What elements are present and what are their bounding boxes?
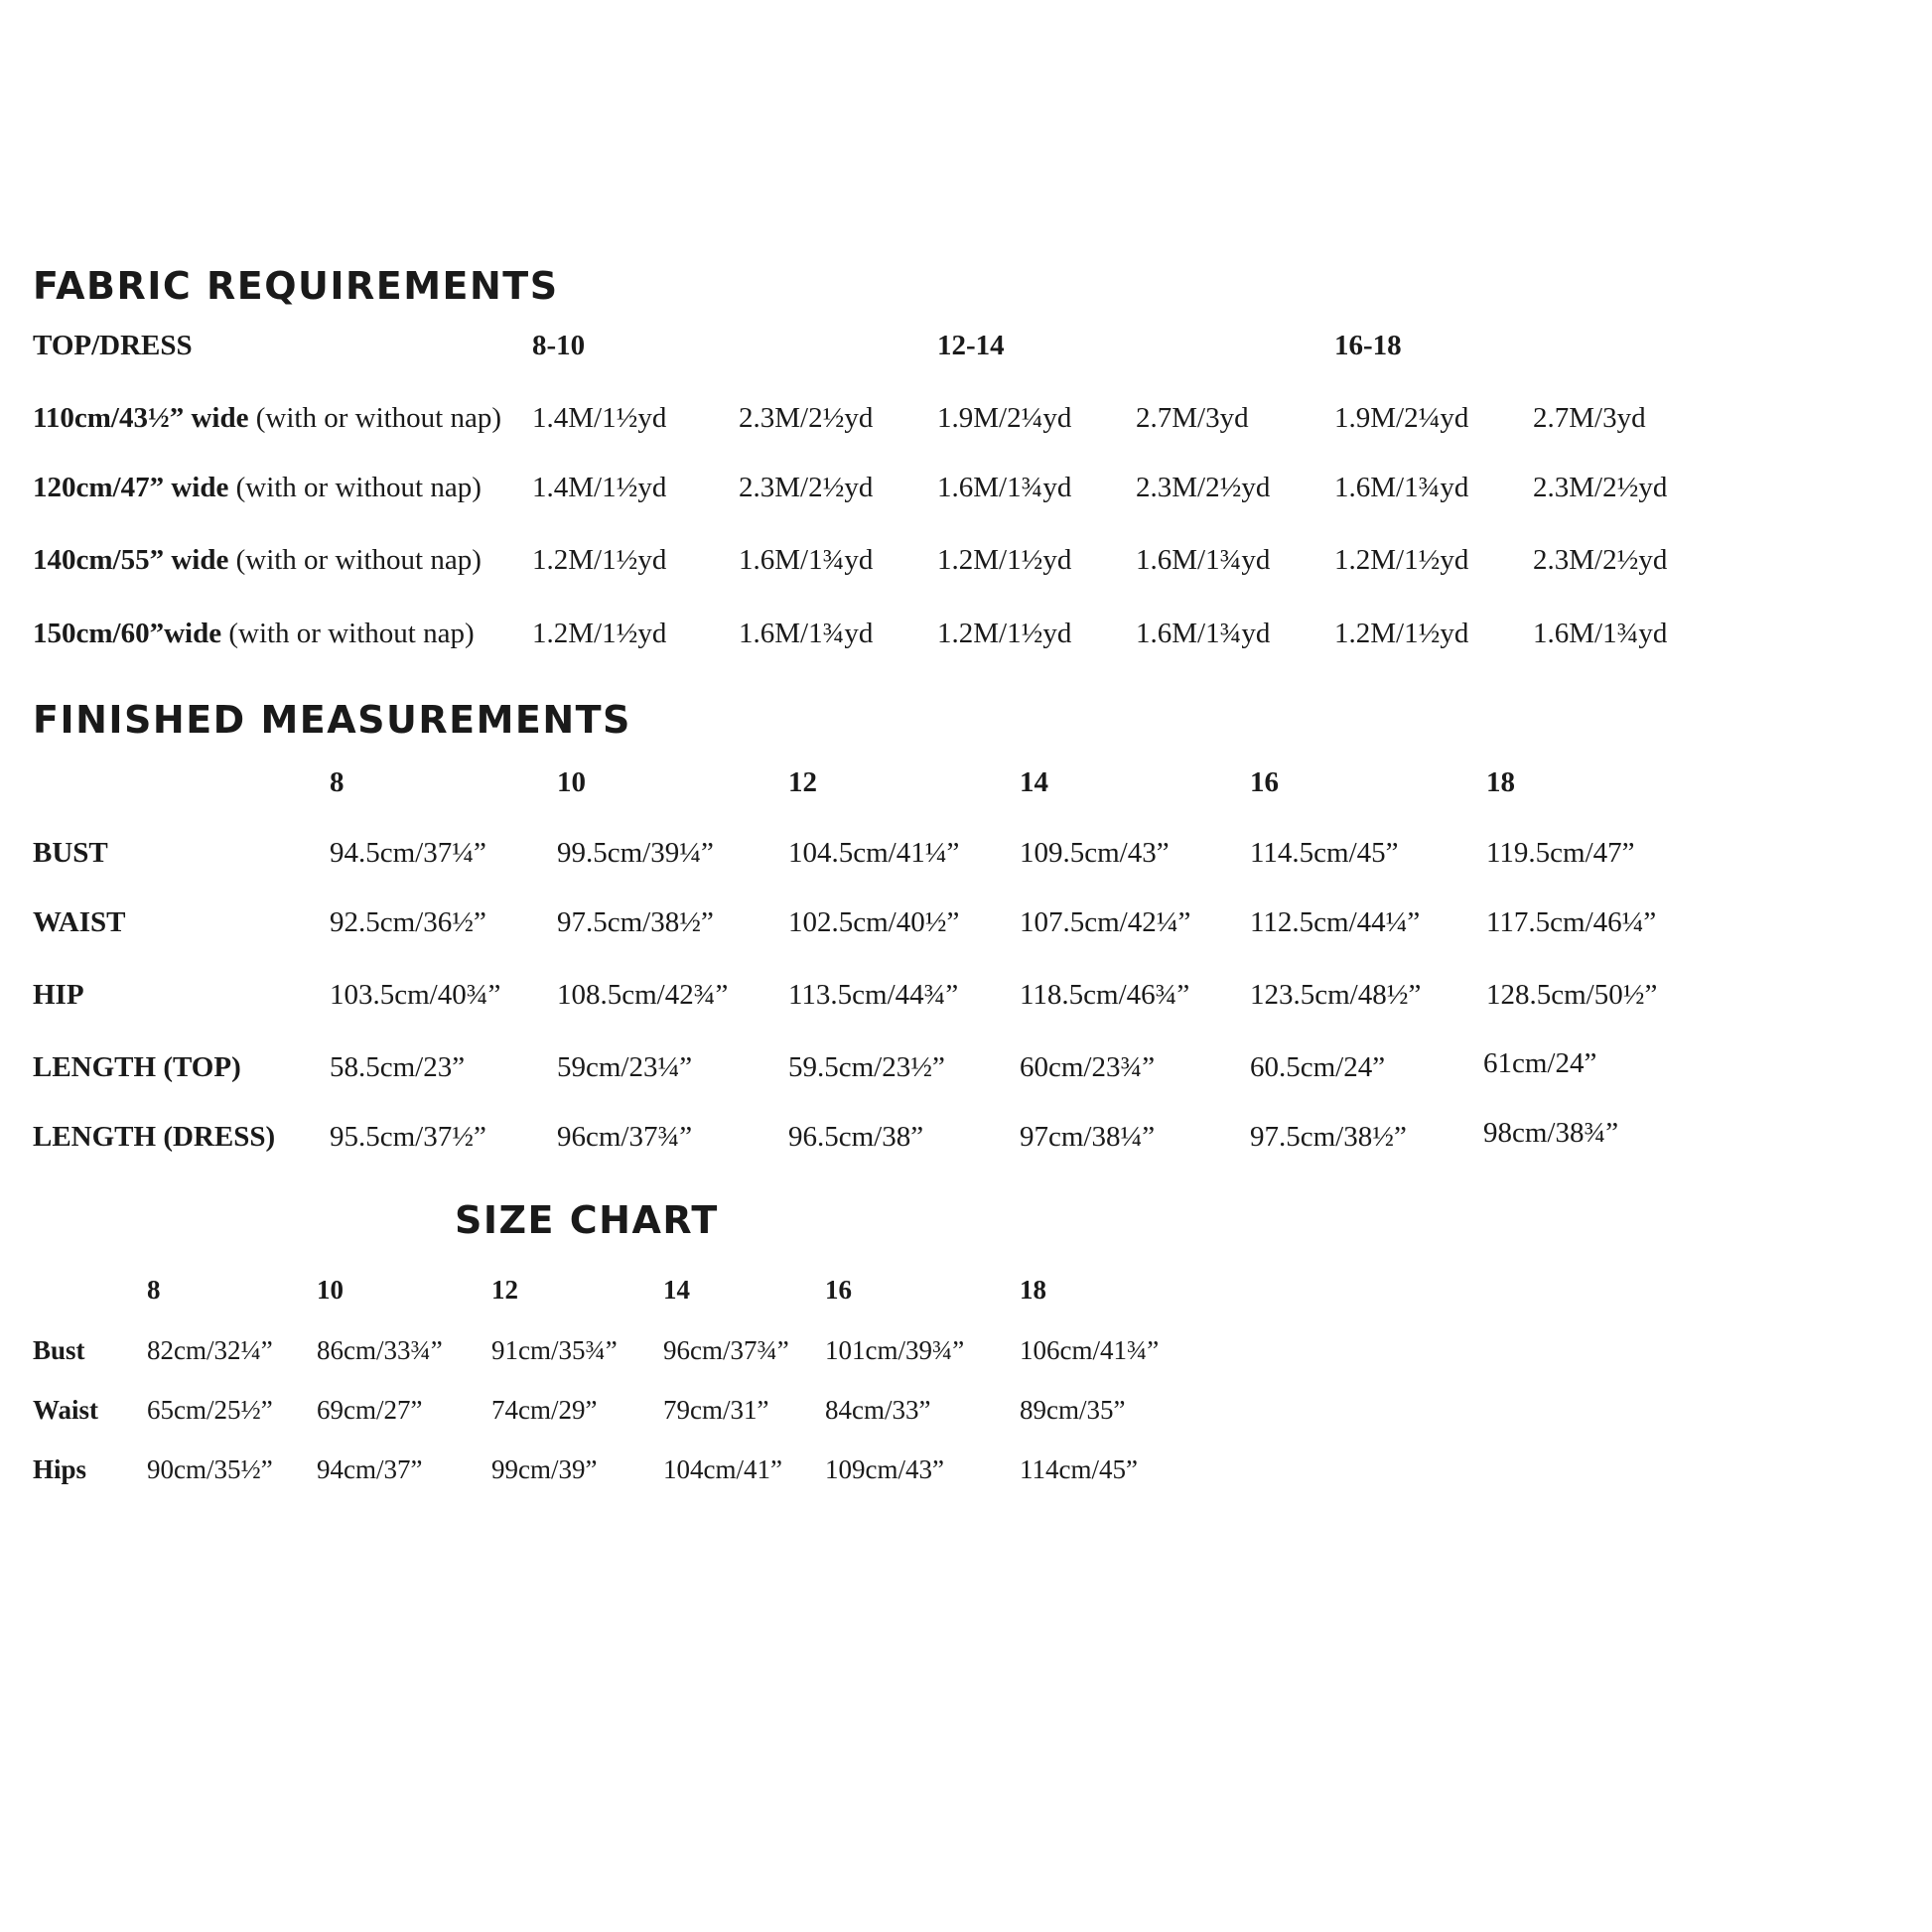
finished-cell: 109.5cm/43” — [1020, 837, 1170, 869]
finished-cell: 98cm/38¾” — [1483, 1117, 1619, 1149]
finished-row-label: LENGTH (DRESS) — [33, 1121, 276, 1153]
finished-cell: 112.5cm/44¼” — [1250, 906, 1421, 938]
fabric-row-label: 110cm/43½” wide (with or without nap) — [33, 402, 502, 434]
fabric-size-group: 12-14 — [937, 330, 1005, 361]
finished-cell: 123.5cm/48½” — [1250, 979, 1422, 1011]
finished-cell: 97.5cm/38½” — [1250, 1121, 1407, 1153]
finished-cell: 96.5cm/38” — [788, 1121, 924, 1153]
size-chart-cell: 86cm/33¾” — [317, 1335, 443, 1365]
fabric-cell: 1.6M/1¾yd — [1136, 618, 1271, 649]
fabric-cell: 1.2M/1½yd — [1334, 544, 1469, 576]
finished-cell: 103.5cm/40¾” — [330, 979, 501, 1011]
finished-cell: 102.5cm/40½” — [788, 906, 960, 938]
fabric-cell: 1.4M/1½yd — [532, 472, 667, 503]
size-chart-cell: 79cm/31” — [663, 1395, 769, 1425]
fabric-cell: 1.2M/1½yd — [1334, 618, 1469, 649]
fabric-cell: 1.6M/1¾yd — [1334, 472, 1469, 503]
finished-size-header: 10 — [557, 766, 586, 798]
fabric-cell: 1.6M/1¾yd — [1533, 618, 1668, 649]
fabric-cell: 1.2M/1½yd — [532, 544, 667, 576]
size-chart-cell: 84cm/33” — [825, 1395, 931, 1425]
finished-cell: 104.5cm/41¼” — [788, 837, 960, 869]
fabric-cell: 1.4M/1½yd — [532, 402, 667, 434]
finished-row-label: BUST — [33, 837, 108, 869]
fabric-cell: 1.2M/1½yd — [937, 544, 1072, 576]
finished-cell: 97cm/38¼” — [1020, 1121, 1156, 1153]
finished-cell: 95.5cm/37½” — [330, 1121, 486, 1153]
finished-cell: 97.5cm/38½” — [557, 906, 714, 938]
size-chart-cell: 104cm/41” — [663, 1454, 782, 1484]
size-chart-row-label: Waist — [33, 1395, 99, 1425]
fabric-cell: 1.2M/1½yd — [937, 618, 1072, 649]
size-chart-header: 14 — [663, 1275, 690, 1305]
size-chart-cell: 99cm/39” — [491, 1454, 598, 1484]
finished-row-label: HIP — [33, 979, 84, 1011]
fabric-cell: 1.6M/1¾yd — [739, 618, 874, 649]
size-chart-row-label: Hips — [33, 1454, 87, 1484]
size-chart-cell: 101cm/39¾” — [825, 1335, 965, 1365]
fabric-cell: 2.3M/2½yd — [739, 472, 874, 503]
finished-cell: 60.5cm/24” — [1250, 1051, 1386, 1083]
finished-size-header: 12 — [788, 766, 817, 798]
fabric-cell: 2.3M/2½yd — [1533, 472, 1668, 503]
finished-cell: 118.5cm/46¾” — [1020, 979, 1190, 1011]
finished-row-label: WAIST — [33, 906, 126, 938]
size-chart-cell: 82cm/32¼” — [147, 1335, 273, 1365]
fabric-cell: 1.9M/2¼yd — [937, 402, 1072, 434]
finished-cell: 58.5cm/23” — [330, 1051, 466, 1083]
fabric-cell: 2.3M/2½yd — [739, 402, 874, 434]
fabric-size-group: 16-18 — [1334, 330, 1402, 361]
size-chart-cell: 65cm/25½” — [147, 1395, 273, 1425]
size-chart-cell: 109cm/43” — [825, 1454, 944, 1484]
size-chart-header: 12 — [491, 1275, 518, 1305]
finished-row-label: LENGTH (TOP) — [33, 1051, 241, 1083]
finished-size-header: 8 — [330, 766, 345, 798]
finished-size-header: 14 — [1020, 766, 1048, 798]
finished-cell: 59.5cm/23½” — [788, 1051, 945, 1083]
finished-cell: 114.5cm/45” — [1250, 837, 1399, 869]
size-chart-cell: 74cm/29” — [491, 1395, 598, 1425]
fabric-cell: 2.3M/2½yd — [1533, 544, 1668, 576]
size-chart-header: 18 — [1020, 1275, 1046, 1305]
finished-cell: 61cm/24” — [1483, 1047, 1597, 1079]
size-chart-cell: 89cm/35” — [1020, 1395, 1126, 1425]
fabric-size-group: 8-10 — [532, 330, 586, 361]
finished-cell: 59cm/23¼” — [557, 1051, 693, 1083]
finished-cell: 117.5cm/46¼” — [1486, 906, 1657, 938]
finished-cell: 60cm/23¾” — [1020, 1051, 1156, 1083]
fabric-row-label: 150cm/60”wide (with or without nap) — [33, 618, 475, 649]
size-chart-cell: 91cm/35¾” — [491, 1335, 618, 1365]
size-chart-header: 16 — [825, 1275, 852, 1305]
fabric-cell: 2.7M/3yd — [1533, 402, 1646, 434]
fabric-cell: 2.7M/3yd — [1136, 402, 1249, 434]
fabric-row-label: 120cm/47” wide (with or without nap) — [33, 472, 482, 503]
finished-size-header: 18 — [1486, 766, 1515, 798]
fabric-cell: 1.9M/2¼yd — [1334, 402, 1469, 434]
finished-cell: 128.5cm/50½” — [1486, 979, 1658, 1011]
finished-size-header: 16 — [1250, 766, 1279, 798]
size-chart-cell: 69cm/27” — [317, 1395, 423, 1425]
finished-measurements-title: FINISHED MEASUREMENTS — [33, 698, 631, 742]
finished-cell: 113.5cm/44¾” — [788, 979, 959, 1011]
size-chart-title: SIZE CHART — [455, 1198, 719, 1242]
fabric-cell: 1.6M/1¾yd — [739, 544, 874, 576]
size-chart-header: 8 — [147, 1275, 161, 1305]
finished-cell: 94.5cm/37¼” — [330, 837, 486, 869]
size-chart-cell: 106cm/41¾” — [1020, 1335, 1160, 1365]
size-chart-cell: 90cm/35½” — [147, 1454, 273, 1484]
finished-cell: 119.5cm/47” — [1486, 837, 1635, 869]
fabric-requirements-title: FABRIC REQUIREMENTS — [33, 264, 559, 308]
finished-cell: 108.5cm/42¾” — [557, 979, 729, 1011]
fabric-cell: 1.6M/1¾yd — [1136, 544, 1271, 576]
fabric-header-label: TOP/DRESS — [33, 330, 193, 361]
finished-cell: 107.5cm/42¼” — [1020, 906, 1191, 938]
size-chart-cell: 96cm/37¾” — [663, 1335, 789, 1365]
fabric-cell: 1.2M/1½yd — [532, 618, 667, 649]
size-chart-header: 10 — [317, 1275, 344, 1305]
finished-cell: 92.5cm/36½” — [330, 906, 486, 938]
size-chart-cell: 94cm/37” — [317, 1454, 423, 1484]
size-chart-cell: 114cm/45” — [1020, 1454, 1138, 1484]
finished-cell: 96cm/37¾” — [557, 1121, 693, 1153]
fabric-row-label: 140cm/55” wide (with or without nap) — [33, 544, 482, 576]
fabric-cell: 2.3M/2½yd — [1136, 472, 1271, 503]
finished-cell: 99.5cm/39¼” — [557, 837, 714, 869]
size-chart-row-label: Bust — [33, 1335, 85, 1365]
fabric-cell: 1.6M/1¾yd — [937, 472, 1072, 503]
